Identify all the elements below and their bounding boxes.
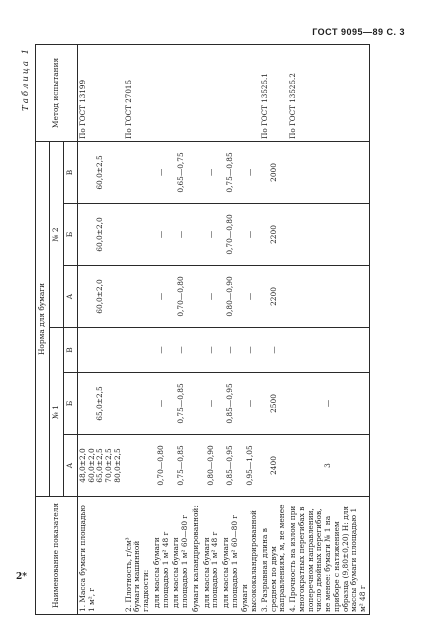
method-cell	[171, 44, 190, 141]
value-cell: 60,0±2,5	[78, 141, 124, 203]
value-cell	[191, 328, 202, 373]
table-row	[78, 44, 124, 614]
value-cell: 0,65—0,75	[171, 141, 190, 203]
running-header: ГОСТ 9095—89 С. 3	[312, 27, 405, 37]
table-row	[191, 44, 202, 614]
page-number: 2*	[16, 572, 27, 582]
value-cell: 0,70—0,80	[152, 435, 171, 497]
method-cell	[191, 44, 202, 141]
table-label: Таблица 1	[21, 47, 31, 111]
grade-header: Б	[64, 204, 78, 266]
table-row	[152, 44, 171, 614]
value-cell: —	[240, 328, 259, 373]
col-paper-2-header: № 2	[50, 141, 64, 327]
col-norm-header: Норма для бумаги	[36, 141, 50, 496]
value-cell	[78, 328, 124, 373]
value-cell: 0,80—0,90	[202, 435, 221, 497]
table-row	[171, 44, 190, 614]
value-cell: 0,70—0,80	[171, 266, 190, 328]
value-cell	[124, 266, 152, 328]
value-cell: —	[240, 204, 259, 266]
indicator-cell: для массы бумаги площадью 1 м² 48 г	[202, 497, 221, 615]
table-row	[240, 44, 259, 614]
col-method-header: Метод испытания	[36, 44, 78, 141]
indicator-cell: 4. Прочность на излом при многократных перегибах в поперечном направлении, число двойных перегибов, не менее: бумаги № 1 на приборе с натяжением образца (9,80±0,20) Н: для массы бумаги площадью 1 м² 48 г	[288, 497, 369, 615]
value-cell: —	[171, 204, 190, 266]
grade-header: В	[64, 141, 78, 203]
method-cell: По ГОСТ 13199	[78, 44, 124, 141]
table-row	[124, 44, 152, 614]
grade-header: А	[64, 435, 78, 497]
value-cell	[124, 373, 152, 435]
value-cell: —	[152, 328, 171, 373]
value-cell	[288, 141, 369, 203]
value-cell: 0,75—0,85	[171, 435, 190, 497]
value-cell: 2000	[260, 141, 288, 203]
value-cell: —	[260, 328, 288, 373]
value-cell: —	[202, 266, 221, 328]
method-cell	[202, 44, 221, 141]
value-cell: —	[288, 373, 369, 435]
indicator-cell: для массы бумаги площадью 1 м² 60—80 г	[171, 497, 190, 615]
value-cell: 0,95—1,05	[240, 435, 259, 497]
value-cell	[191, 141, 202, 203]
method-cell: По ГОСТ 13525.2	[288, 44, 369, 141]
indicator-cell: 2. Плотность, г/см³ бумаги машинной гладкости:	[124, 497, 152, 615]
value-cell	[124, 435, 152, 497]
indicator-cell: 3. Разрывная длина в среднем по двум направлениям, м, не менее	[260, 497, 288, 615]
method-cell: По ГОСТ 27015	[124, 44, 152, 141]
value-cell: 2500	[260, 373, 288, 435]
indicator-cell: для массы бумаги площадью 1 м² 48 г	[152, 497, 171, 615]
value-cell: 48,0±2,0 60,0±2,0 65,0±2,5 70,0±2,5 80,0±2,5	[78, 435, 124, 497]
value-cell	[288, 266, 369, 328]
indicator-cell: бумаги высококаландрированной	[240, 497, 259, 615]
value-cell	[288, 204, 369, 266]
value-cell: —	[152, 373, 171, 435]
value-cell: —	[240, 373, 259, 435]
value-cell: —	[240, 266, 259, 328]
indicator-cell: бумаги каландрированной:	[191, 497, 202, 615]
value-cell: —	[202, 141, 221, 203]
value-cell: —	[202, 373, 221, 435]
table-row	[202, 44, 221, 614]
value-cell	[288, 328, 369, 373]
specification-table	[35, 44, 370, 615]
value-cell: 0,80—0,90	[221, 266, 240, 328]
value-cell: —	[152, 204, 171, 266]
value-cell: —	[240, 141, 259, 203]
value-cell	[191, 204, 202, 266]
value-cell: 0,75—0,85	[171, 373, 190, 435]
value-cell	[124, 328, 152, 373]
value-cell: —	[202, 328, 221, 373]
value-cell	[191, 373, 202, 435]
value-cell: 0,70—0,80	[221, 204, 240, 266]
value-cell: 3	[288, 435, 369, 497]
grade-header: В	[64, 328, 78, 373]
value-cell: —	[152, 266, 171, 328]
indicator-cell: 1. Масса бумаги площадью 1 м², г	[78, 497, 124, 615]
col-paper-1-header: № 1	[50, 328, 64, 497]
value-cell: 0,75—0,85	[221, 141, 240, 203]
rotated-table-area	[23, 45, 408, 615]
method-cell	[221, 44, 240, 141]
value-cell: 2200	[260, 204, 288, 266]
value-cell	[191, 266, 202, 328]
table-row	[288, 44, 369, 614]
value-cell: 60,0±2,0	[78, 266, 124, 328]
value-cell	[124, 204, 152, 266]
value-cell: —	[221, 328, 240, 373]
grade-header: Б	[64, 373, 78, 435]
value-cell: 0,85—0,95	[221, 435, 240, 497]
value-cell: 65,0±2,5	[78, 373, 124, 435]
value-cell	[124, 141, 152, 203]
value-cell: —	[152, 141, 171, 203]
method-cell	[240, 44, 259, 141]
indicator-cell: для массы бумаги площадью 1 м² 60—80 г	[221, 497, 240, 615]
value-cell: 2200	[260, 266, 288, 328]
col-indicator-header: Наименование показателя	[36, 497, 78, 615]
table-row	[260, 44, 288, 614]
value-cell: 0,85—0,95	[221, 373, 240, 435]
method-cell: По ГОСТ 13525.1	[260, 44, 288, 141]
value-cell: —	[202, 204, 221, 266]
method-cell	[152, 44, 171, 141]
grade-header: А	[64, 266, 78, 328]
table-row	[221, 44, 240, 614]
value-cell: —	[171, 328, 190, 373]
value-cell: 60,0±2,0	[78, 204, 124, 266]
value-cell: 2400	[260, 435, 288, 497]
value-cell	[191, 435, 202, 497]
